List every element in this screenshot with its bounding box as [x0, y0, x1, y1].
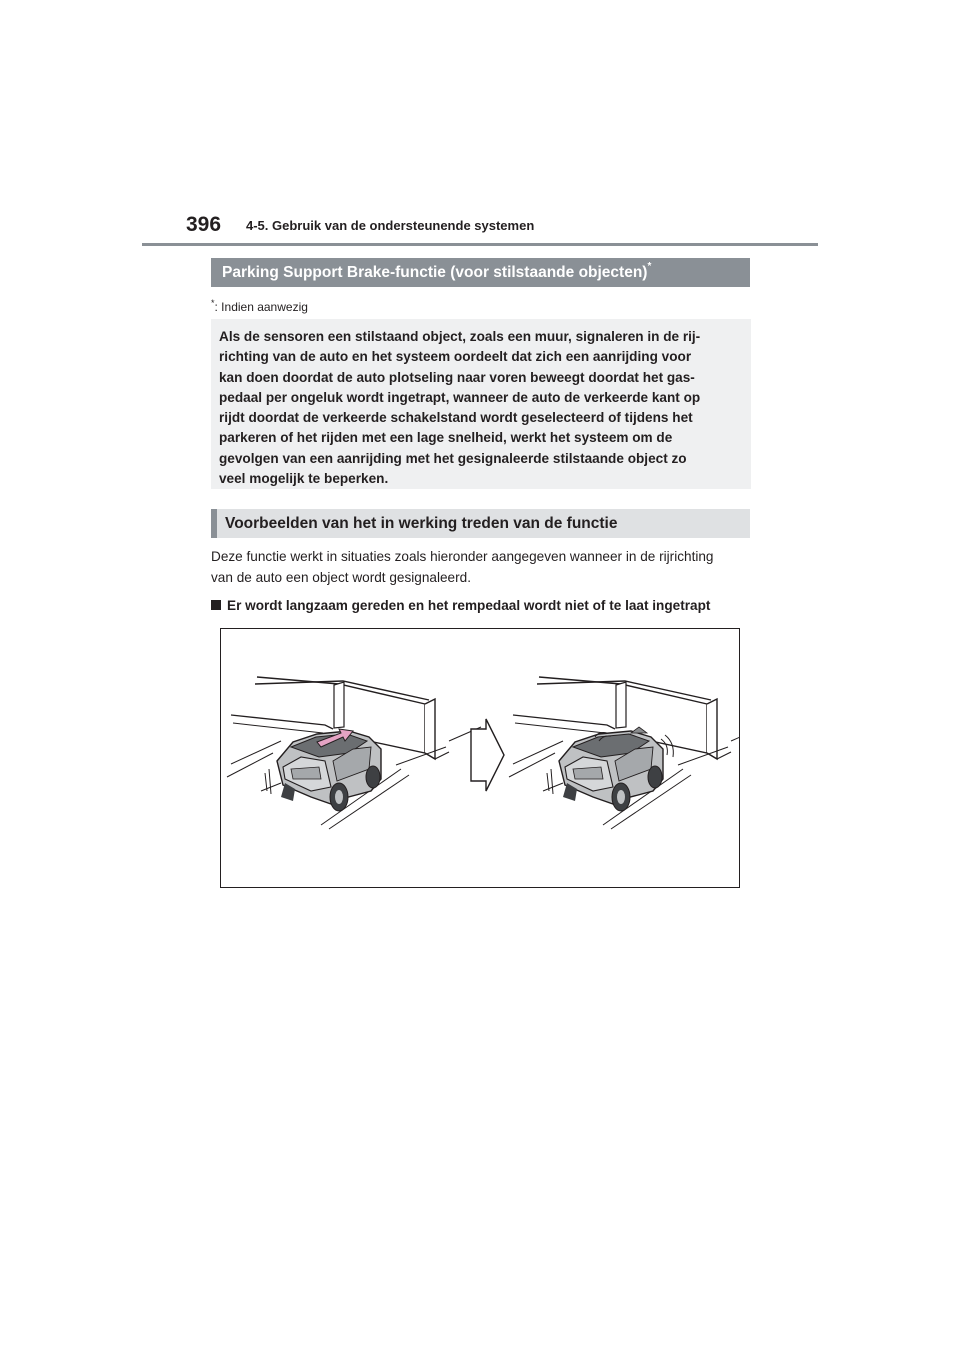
bullet-square-icon — [211, 600, 221, 610]
intro-line: parkeren of het rijden met een lage snelheid, werkt het systeem om de — [219, 430, 673, 446]
intro-line: gevolgen van een aanrijding met het gesignaleerde stilstaande object zo — [219, 450, 687, 466]
section-title-bar — [211, 258, 750, 287]
intro-line: pedaal per ongeluk wordt ingetrapt, wanneer de auto de verkeerde kant op — [219, 389, 701, 405]
car-braking-at-wall — [509, 677, 739, 829]
availability-footnote — [211, 300, 308, 314]
intro-line: rijdt doordat de verkeerde schakelstand wordt geselecteerd of tijdens het — [219, 410, 693, 426]
footnote-text: : Indien aanwezig — [214, 300, 308, 314]
body-line: van de auto een object wordt gesignaleerd. — [211, 569, 471, 585]
footnote-mark: * — [211, 298, 215, 308]
example-bullet — [211, 597, 761, 615]
body-line: Deze functie werkt in situaties zoals hieronder aangegeven wanneer in de rijrichting — [211, 549, 714, 564]
section-title-mark: * — [647, 261, 652, 272]
section-title: Parking Support Brake-functie (voor stilstaande objecten) — [222, 264, 648, 281]
bullet-text: Er wordt langzaam gereden en het rempedaal wordt niet of te laat ingetrapt — [227, 598, 711, 613]
examples-heading: Voorbeelden van het in werking treden van de functie — [211, 509, 750, 538]
car-approaching-wall — [227, 677, 481, 829]
intro-line: veel mogelijk te beperken. — [219, 471, 389, 487]
example-illustration — [220, 628, 740, 888]
intro-line: richting van de auto en het systeem oordeelt dat zich een aanrijding voor — [219, 349, 692, 365]
intro-line: kan doen doordat de auto plotseling naar voren beweegt doordat het gas- — [219, 369, 695, 385]
arrow-right-icon — [471, 719, 504, 791]
intro-line: Als de sensoren een stilstaand object, zoals een muur, signaleren in de rij- — [219, 329, 701, 344]
intro-box — [211, 319, 751, 489]
page-number: 396 — [186, 213, 222, 236]
examples-body — [211, 547, 756, 588]
chapter-title: 4-5. Gebruik van de ondersteunende systemen — [246, 218, 535, 233]
header-rule — [142, 243, 818, 246]
